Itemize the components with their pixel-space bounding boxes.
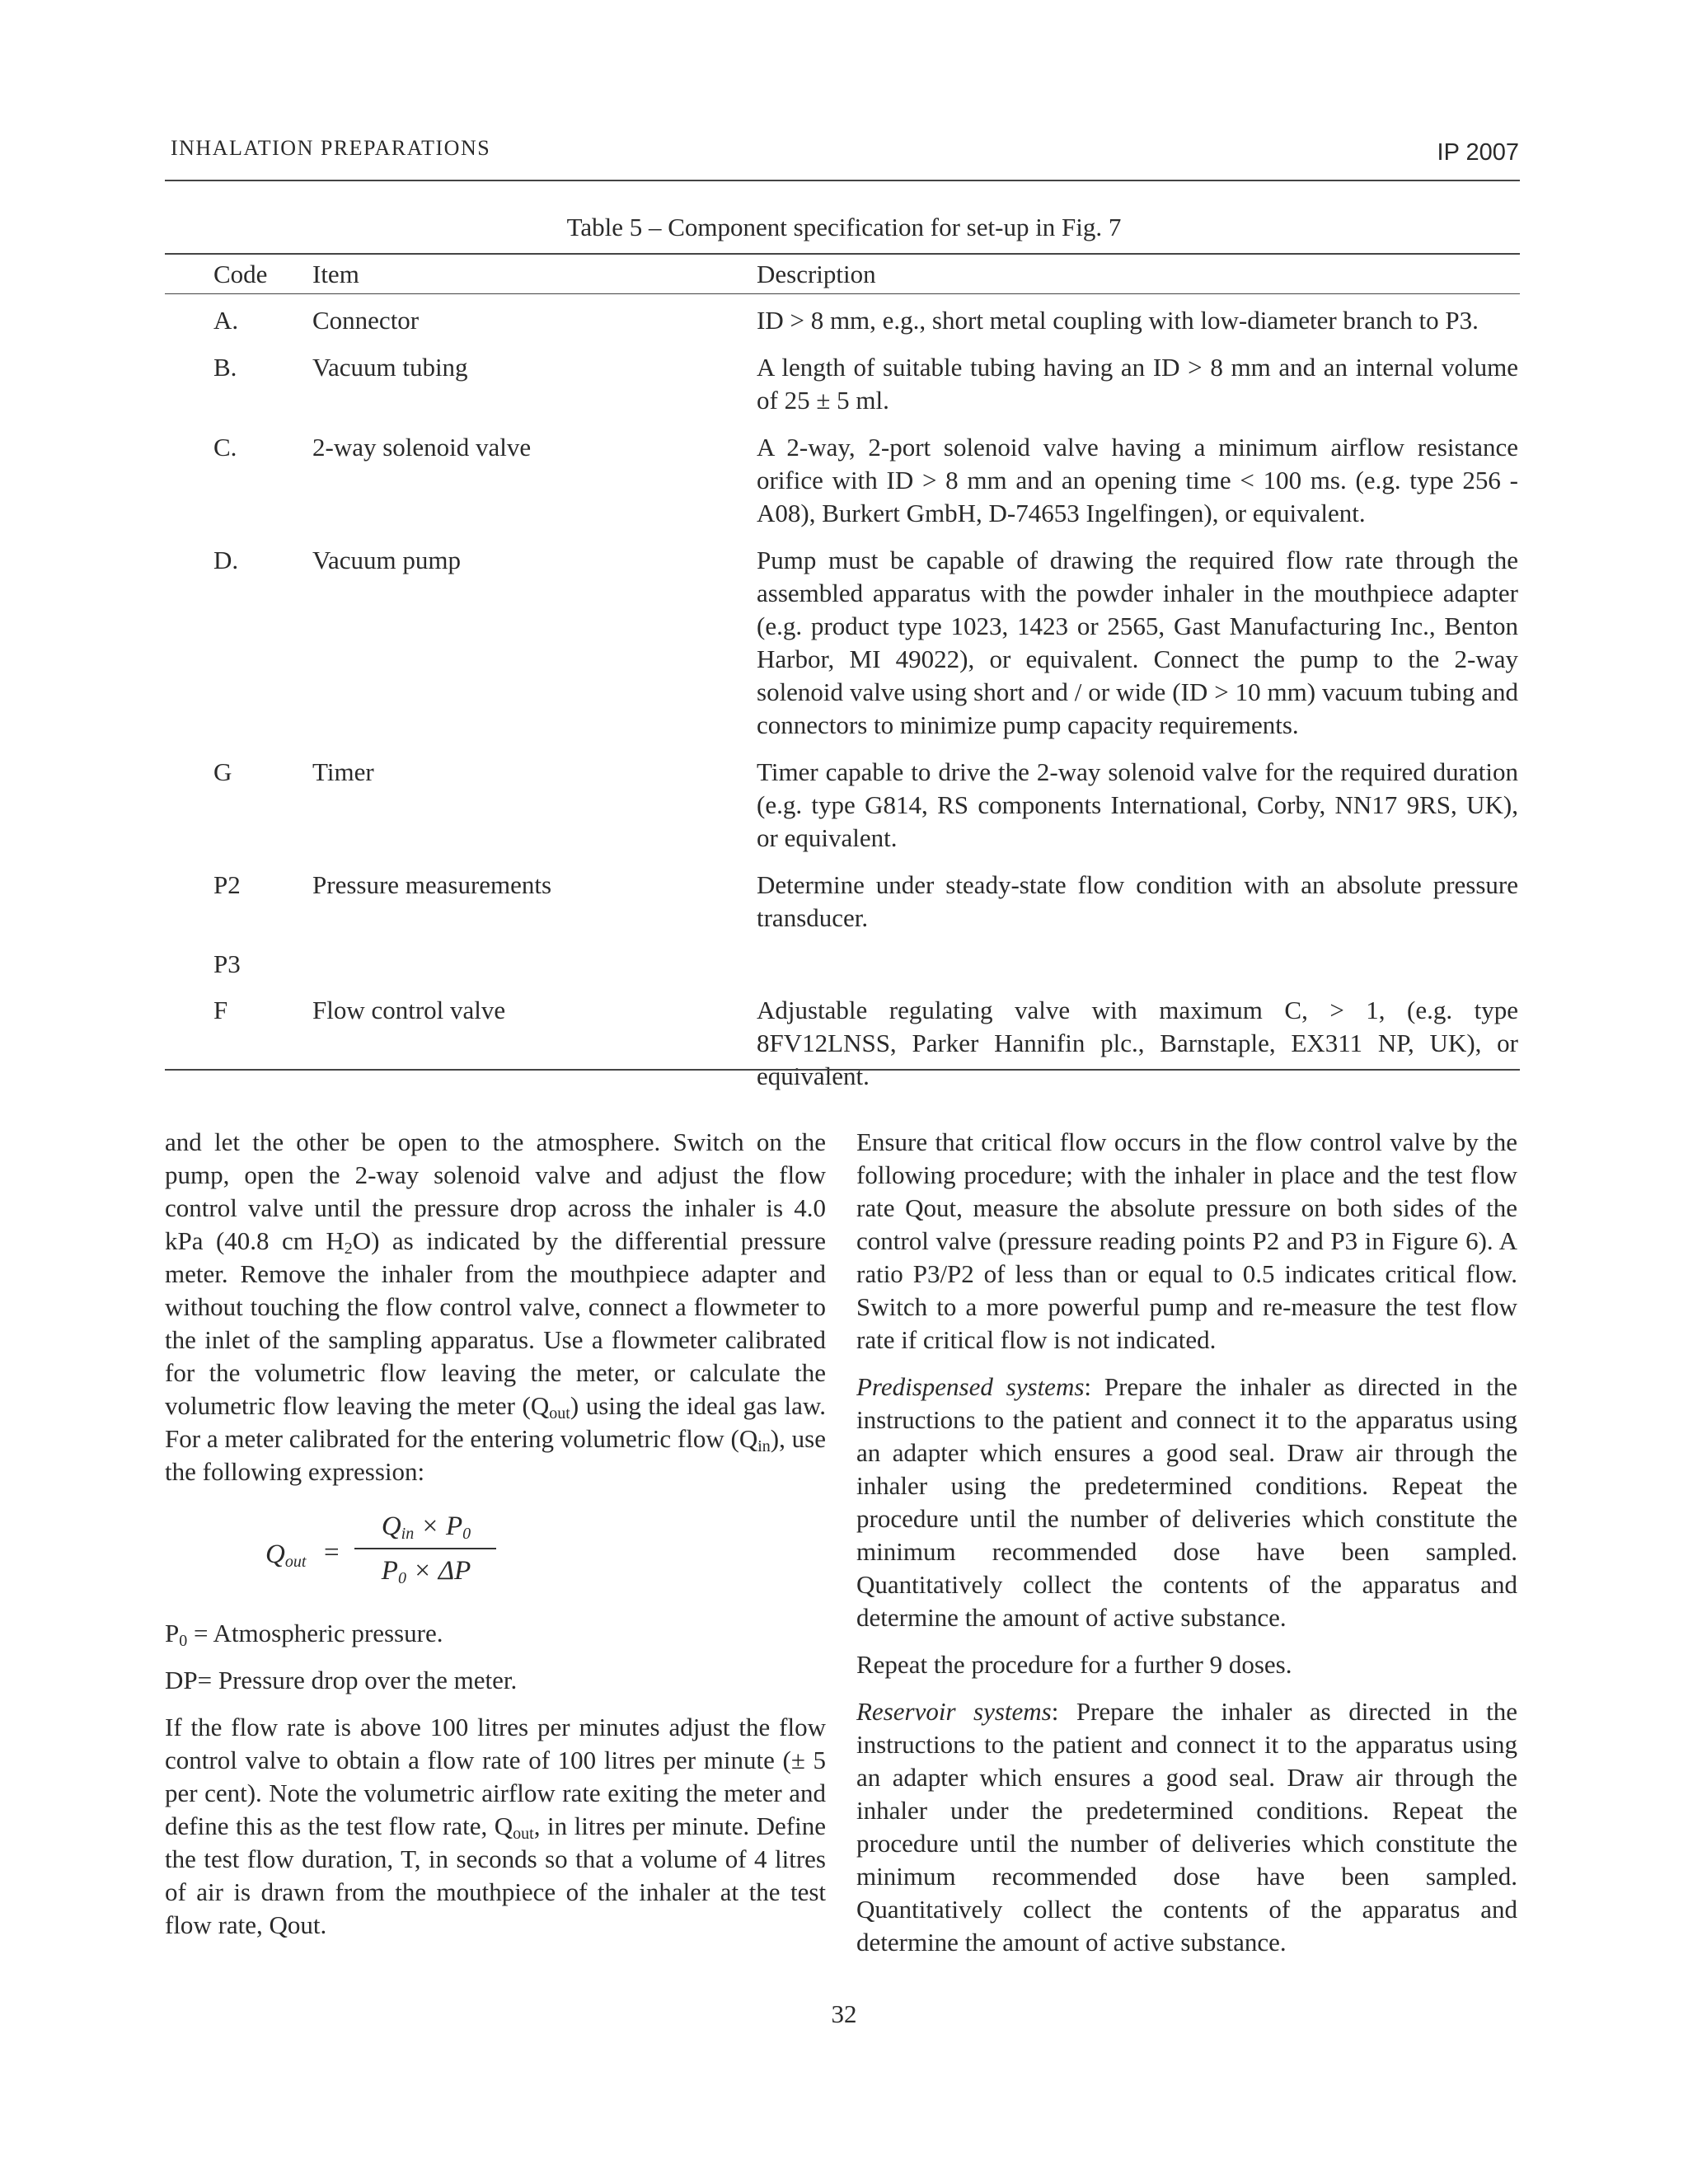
table-cell-code: B. xyxy=(213,353,237,382)
table-cell-code: A. xyxy=(213,306,239,335)
table-header-rule xyxy=(165,293,1520,294)
left-column xyxy=(165,1126,826,1956)
table-cell-code: G xyxy=(213,757,232,786)
body-paragraph: Repeat the procedure for a further 9 doses. xyxy=(856,1650,1292,1679)
formula-numerator: $Q_{in} \times P_0$ xyxy=(381,1511,471,1543)
table-cell-description: A 2-way, 2-port solenoid valve having a minimum airflow resistance orifice with ID > 8 mm and an opening time < 100 ms. (e.g. type 256 - A08), Burkert GmbH, D-74653 Ingelfingen), or equivalent. xyxy=(757,433,1518,527)
table-header-code: Code xyxy=(213,260,268,288)
section-lead-predispensed: Predispensed systems xyxy=(856,1372,1085,1401)
right-column xyxy=(856,1126,1517,1973)
table-caption: Table 5 – Component specification for set-up in Fig. 7 xyxy=(566,213,1122,241)
running-head xyxy=(171,134,1519,169)
fraction-bar xyxy=(354,1548,496,1549)
table-cell-code: P2 xyxy=(213,870,241,899)
header-rule xyxy=(165,180,1520,181)
table-cell-description: Timer capable to drive the 2-way solenoid valve for the required duration (e.g. type G814, RS components International, Corby, NN17 9RS, UK), or equivalent. xyxy=(757,757,1518,852)
body-paragraph: Ensure that critical flow occurs in the flow control valve by the following procedure; with the inhaler in place and the test flow rate Qout, measure the absolute pressure on both sides of the control valve (pressure reading points P2 and P3 in Figure 6). A ratio P3/P2 of less than or equal to 0.5 indicates critical flow. Switch to a more powerful pump and re-measure the test flow rate if critical flow is not indicated. xyxy=(856,1127,1517,1354)
running-head-title: INHALATION PREPARATIONS xyxy=(171,136,491,160)
table-header-item: Item xyxy=(312,260,359,288)
body-paragraph: Predispensed systems: Prepare the inhaler as directed in the instructions to the patient and connect it to the apparatus using an adapter which ensures a good seal. Draw air through the inhaler using the predetermined conditions. Repeat the procedure until the number of deliveries which constitute the minimum recommended dose have been sampled. Quantitatively collect the contents of the apparatus and determine the amount of active substance. xyxy=(856,1372,1517,1632)
table-cell-code: C. xyxy=(213,433,237,462)
flow-formula xyxy=(165,1500,826,1607)
table-cell-description: Pump must be capable of drawing the required flow rate through the assembled apparatus with the powder inhaler in the mouthpiece adapter (e.g. product type 1023, 1423 or 2565, Gast Manufacturing Inc., Benton Harbor, MI 49022), or equivalent. Connect the pump to the 2-way solenoid valve using short and / or wide (ID > 10 mm) vacuum tubing and connectors to minimize pump capacity requirements. xyxy=(757,546,1518,739)
table-cell-item: Vacuum pump xyxy=(312,546,461,574)
table-bottom-rule xyxy=(165,1069,1520,1071)
body-paragraph: and let the other be open to the atmosphere. Switch on the pump, open the 2-way solenoid valve and adjust the flow control valve until the pressure drop across the inhaler is 4.0 kPa (40.8 cm $H_2O$) as indicated by the differential pressure meter. Remove the inhaler from the mouthpiece adapter and without touching the flow control valve, connect a flowmeter to the inlet of the sampling apparatus. Use a flowmeter calibrated for the volumetric flow leaving the meter, or calculate the volumetric flow leaving the meter $(Q_{out})$ using the ideal gas law. For a meter calibrated for the entering volumetric flow $(Q_{in})$, use the following expression: xyxy=(165,1127,827,1486)
table-cell-description: Determine under steady-state flow condition with an absolute pressure transducer. xyxy=(757,870,1518,932)
table-cell-description: A length of suitable tubing having an ID > 8 mm and an internal volume of 25 ± 5 ml. xyxy=(757,353,1518,415)
running-head-edition: IP 2007 xyxy=(1437,139,1519,166)
table-cell-item: Timer xyxy=(312,757,374,786)
table-cell-item: Flow control valve xyxy=(312,996,506,1024)
table-cell-code: F xyxy=(213,996,228,1024)
table-cell-item: Vacuum tubing xyxy=(312,353,468,382)
table-header-description: Description xyxy=(757,260,876,288)
definition-dp: DP= Pressure drop over the meter. xyxy=(165,1666,518,1694)
formula-lhs: $Q_{out}$ xyxy=(265,1540,307,1571)
table-cell-code: P3 xyxy=(213,949,241,978)
table-cell-item: Connector xyxy=(312,306,420,335)
definition-p0: $P_0$ = Atmospheric pressure. xyxy=(165,1619,443,1650)
table-cell-item: 2-way solenoid valve xyxy=(312,433,532,462)
section-lead-reservoir: Reservoir systems xyxy=(856,1697,1052,1726)
body-paragraph: Reservoir systems: Prepare the inhaler as directed in the instructions to the patient and connect it to the apparatus using an adapter which ensures a good seal. Draw air through the inhaler under the predetermined conditions. Repeat the procedure until the number of deliveries which constitute the minimum recommended dose have been sampled. Quantitatively collect the contents of the apparatus and determine the amount of active substance. xyxy=(856,1697,1517,1957)
body-paragraph: If the flow rate is above 100 litres per minutes adjust the flow control valve to obtain a flow rate of 100 litres per minute (± 5 per cent). Note the volumetric airflow rate exiting the meter and define this as the test flow rate, $Q_{out}$, in litres per minute. Define the test flow duration, T, in seconds so that a volume of 4 litres of air is drawn from the mouthpiece of the inhaler at the test flow rate, Qout. xyxy=(165,1713,826,1939)
formula-denominator: $P_0 \times \Delta P$ xyxy=(381,1556,471,1587)
formula-equals: = xyxy=(324,1538,340,1568)
table-cell-description: Adjustable regulating valve with maximum C, > 1, (e.g. type 8FV12LNSS, Parker Hannifin plc., Barnstaple, EX311 NP, UK), or equivalent. xyxy=(757,996,1518,1090)
table-cell-item: Pressure measurements xyxy=(312,870,552,899)
page-number: 32 xyxy=(831,1999,857,2028)
table-cell-code: D. xyxy=(213,546,239,574)
table-top-rule xyxy=(165,253,1520,255)
table-cell-description: ID > 8 mm, e.g., short metal coupling with low-diameter branch to P3. xyxy=(757,306,1479,335)
